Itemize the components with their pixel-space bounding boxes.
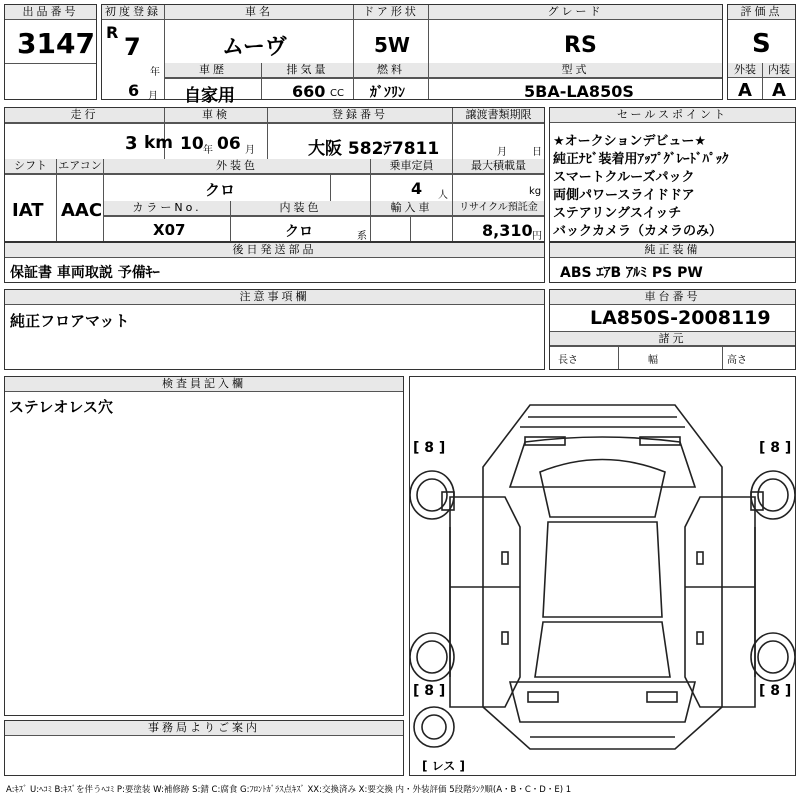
sales-point-line: スマートクルーズパック [553,170,695,185]
tire-rear-left: [ 8 ] [413,683,446,699]
displacement: 660 [292,82,326,101]
office-box [4,720,404,776]
inspector-value: ステレオレス穴 [9,398,113,416]
chassis-label: 車台番号 [550,290,795,305]
capacity-unit: 人 [438,190,448,201]
lot-number-label: 出品番号 [5,5,96,20]
equipment-value: ABS ｴｱB ｱﾙﾐ PS PW [560,265,703,281]
sales-point-line: ★オークションデビュー★ [553,134,707,149]
inspection-label: 車検 [165,108,267,123]
lot-number: 3147 [17,27,95,60]
inspection-year: 10 [180,134,204,154]
dims-label: 諸元 [550,331,795,346]
notes-box [4,289,545,370]
mileage-label: 走行 [5,108,164,123]
year-unit: 年 [150,67,160,78]
parts-label: 後日発送部品 [5,243,544,258]
exterior-score: A [738,80,752,101]
plate-label: 登録番号 [268,108,452,123]
parts-box [4,242,545,283]
lot-number-box [4,4,97,100]
mileage: 3 [125,133,138,154]
model-label: 型式 [429,63,722,78]
capacity-label: 乗車定員 [371,159,452,174]
notes-label: 注意事項欄 [5,290,544,305]
sales-points-label: セールスポイント [550,108,795,123]
spare-tire: [ レス ] [422,759,465,773]
interior-label: 内装 [763,63,795,78]
tire-front-right: [ 8 ] [759,440,792,456]
score: S [752,29,771,59]
fuel: ｶﾞｿﾘﾝ [370,85,405,101]
displacement-label: 排気量 [262,63,353,78]
capacity: 4 [411,179,423,198]
sales-point-line: ステアリングスイッチ [553,206,682,221]
parts-value: 保証書 車両取説 予備ｷｰ [10,265,160,281]
transfer-day-unit: 日 [532,147,542,158]
import-label: 輸入車 [371,201,452,216]
grade: RS [564,33,597,58]
recycle-fee: 8,310 [482,221,533,240]
int-color-unit: 系 [357,231,367,242]
shift-label: シフト [5,159,56,174]
car-diagram-box [409,376,796,776]
int-color-label: 内装色 [231,201,370,216]
model: 5BA-LA850S [524,82,634,101]
car-name-label: 車名 [165,5,353,20]
tire-front-left: [ 8 ] [413,440,446,456]
color: クロ [205,181,236,199]
int-color: クロ [285,224,313,240]
inspection-month: 06 [217,134,241,154]
color-no-label: カラーNo. [104,201,230,216]
inspection-year-unit: 年 [203,145,213,156]
vehicle-info-box [101,4,723,106]
inspector-box [4,376,404,716]
score-label: 評価点 [728,5,795,20]
history-label: 車歴 [165,63,261,78]
details-box [4,107,545,242]
color-label: 外装色 [104,159,370,174]
door-type-label: ドア形状 [354,5,428,20]
shift: IAT [12,200,44,221]
chassis-number: LA850S-2008119 [590,307,771,329]
recycle-label: リサイクル預託金 [453,201,544,216]
reg-month: 6 [128,81,140,100]
plate-number: 大阪 582ﾃ7811 [308,139,440,159]
month-unit: 月 [148,91,158,102]
interior-score: A [772,80,786,101]
tire-rear-right: [ 8 ] [759,683,792,699]
legend: A:ｷｽﾞ U:ﾍｺﾐ B:ｷｽﾞを伴うﾍｺﾐ P:要塗装 W:補修跡 S:錆 C:腐食 G:ﾌﾛﾝﾄｶﾞﾗｽ点ｷｽﾞ XX:交換済み X:要交換 内・外装評価 5段階ﾗﾝｸ順(A・B・C・D・E) 1 [6,785,572,795]
door-type: 5W [374,33,410,57]
transfer-doc-label: 譲渡書類期限 [453,108,544,123]
cc-unit: CC [330,88,344,99]
history: 自家用 [184,86,235,106]
equipment-box [549,242,796,283]
sales-point-line: 両側パワースライドドア [553,188,695,203]
reg-year: 7 [124,33,141,61]
fuel-label: 燃料 [354,63,428,78]
height-label: 高さ [727,355,747,366]
exterior-label: 外装 [728,63,762,78]
ac-label: エアコン [58,159,102,172]
sales-points-box [549,107,796,242]
sales-point-line: バックカメラ（カメラのみ） [553,224,723,239]
chassis-box [549,289,796,370]
recycle-unit: 円 [532,231,542,242]
width-label: 幅 [648,355,658,366]
km-unit: km [144,133,174,153]
score-box [727,4,796,100]
load-unit: kg [529,186,542,197]
car-name: ムーヴ [222,35,287,60]
length-label: 長さ [558,355,578,366]
inspector-label: 検査員記入欄 [5,377,403,392]
sales-point-line: 純正ﾅﾋﾞ装着用ｱｯﾌﾟｸﾞﾚｰﾄﾞﾊﾟｯｸ [553,152,729,167]
notes-value: 純正フロアマット [10,312,130,330]
color-no: X07 [153,221,186,239]
equipment-label: 純正装備 [550,243,795,258]
transfer-month-unit: 月 [497,147,507,158]
first-reg-label: 初度登録 [102,5,164,20]
ac: AAC [61,200,103,221]
car-diagram [410,377,795,775]
grade-label: グレード [429,5,722,20]
inspection-month-unit: 月 [245,145,255,156]
load-label: 最大積載量 [453,159,544,174]
era-mark: R [106,23,119,42]
office-label: 事務局よりご案内 [5,721,403,736]
